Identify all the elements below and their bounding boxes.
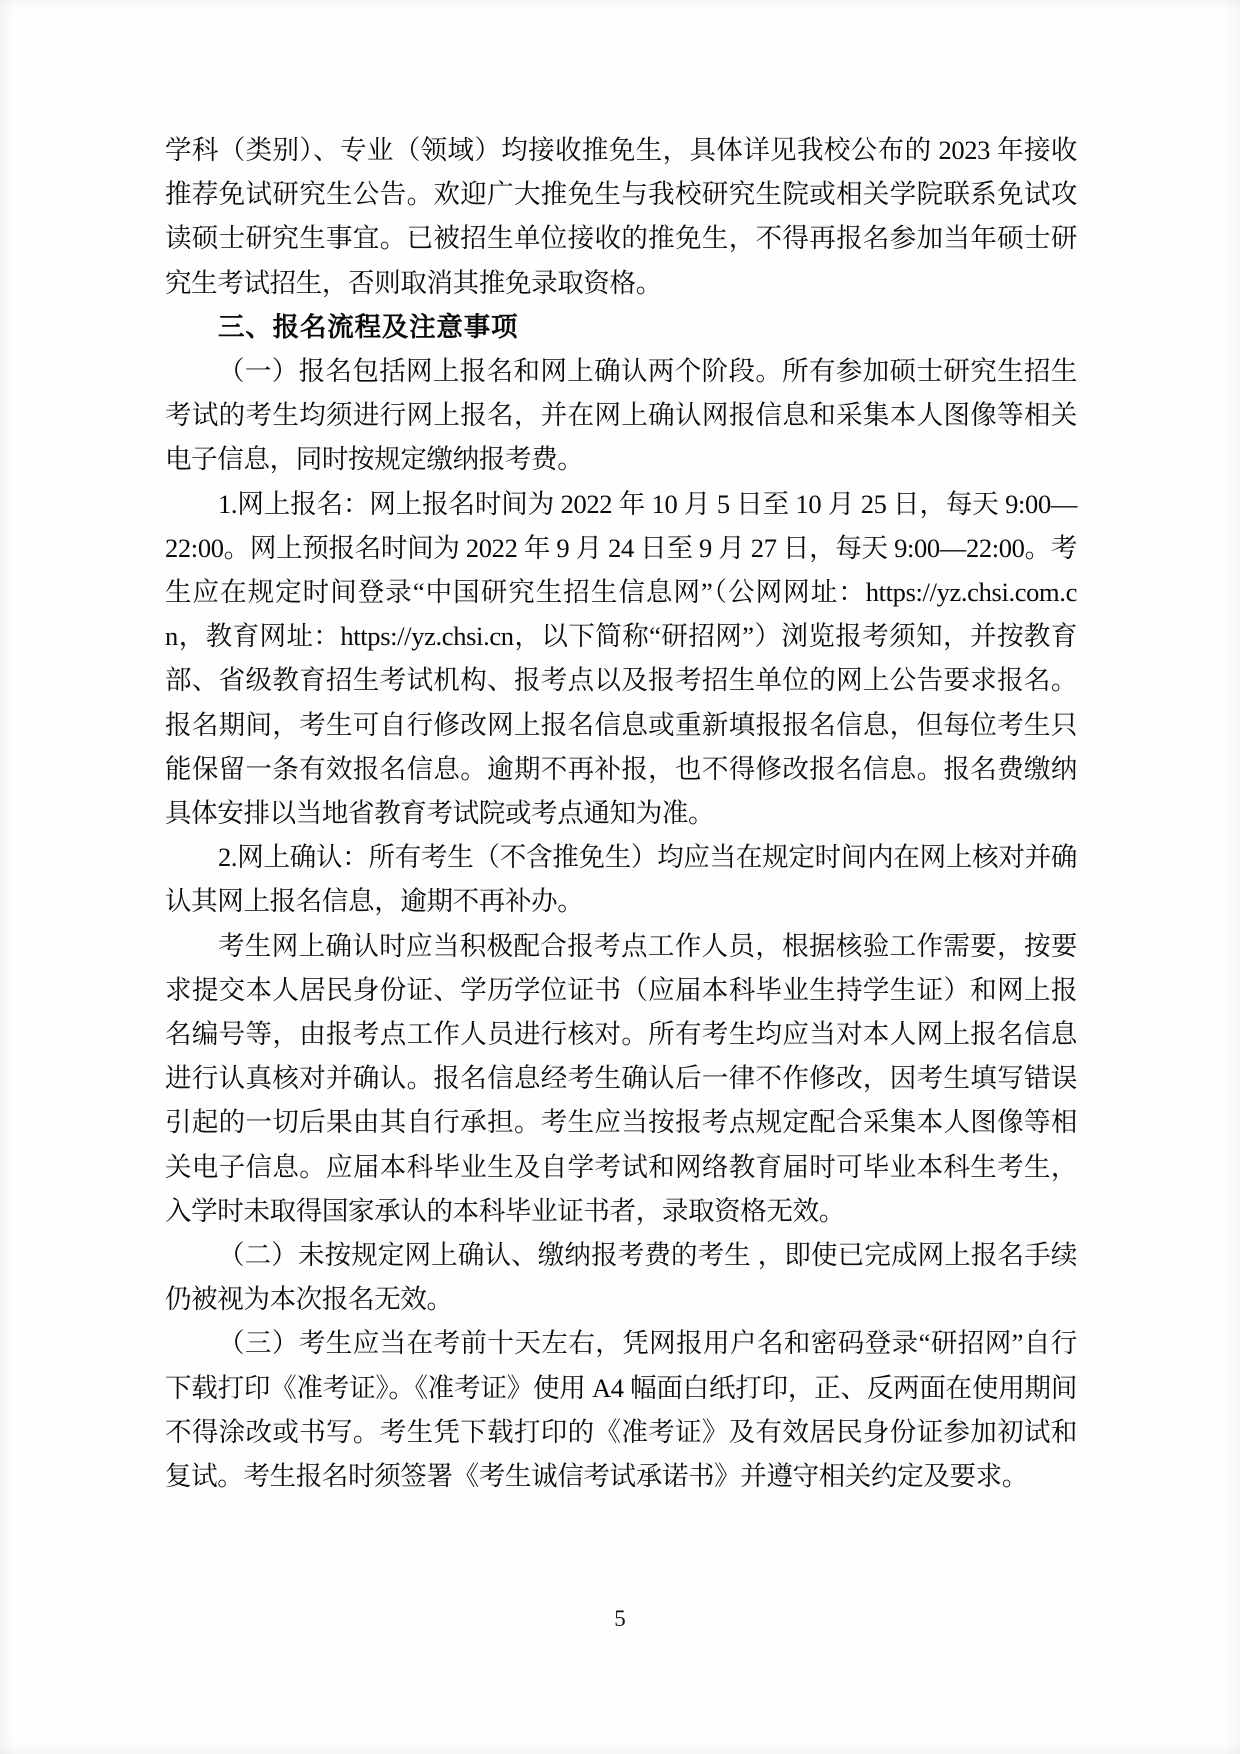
document-text-column <box>165 128 1077 1498</box>
section-heading-three: 三、报名流程及注意事项 <box>218 311 519 342</box>
scan-edge-bottom <box>0 1742 1240 1754</box>
scan-edge-top <box>0 0 1240 10</box>
paragraph-item-er: （二）未按规定网上确认、缴纳报考费的考生 ，即使已完成网上报名手续仍被视为本次报名无效。 <box>165 1240 1077 1315</box>
paragraph-online-registration: 1.网上报名：网上报名时间为 2022 年 10 月 5 日至 10 月 25 日，每天 9:00—22:00。网上预报名时间为 2022 年 9 月 24 日至 9 月 27 日，每天 9:00—22:00。考生应在规定时间登录“中国研究生招生信息网”（公网网址：https://yz.chsi.com.cn，教育网址：https://yz.chsi.cn，以下简称“研招网”）浏览报考须知，并按教育部、省级教育招生考试机构、报考点以及报考招生单位的网上公告要求报名。报名期间，考生可自行修改网上报名信息或重新填报报名信息，但每位考生只能保留一条有效报名信息。逾期不再补报，也不得修改报名信息。报名费缴纳具体安排以当地省教育考试院或考点通知为准。 <box>165 488 1077 829</box>
paragraph-online-confirmation: 2.网上确认：所有考生（不含推免生）均应当在规定时间内在网上核对并确认其网上报名信息，逾期不再补办。 <box>165 842 1077 917</box>
scan-edge-right <box>1224 0 1240 1754</box>
paragraph-confirmation-details: 考生网上确认时应当积极配合报考点工作人员，根据核验工作需要，按要求提交本人居民身份证、学历学位证书（应届本科毕业生持学生证）和网上报名编号等，由报考点工作人员进行核对。所有考生均应当对本人网上报名信息进行认真核对并确认。报名信息经考生确认后一律不作修改，因考生填写错误引起的一切后果由其自行承担。考生应当按报考点规定配合采集本人图像等相关电子信息。应届本科毕业生及自学考试和网络教育届时可毕业本科生考生，入学时未取得国家承认的本科毕业证书者，录取资格无效。 <box>165 930 1077 1226</box>
paragraph-tuimian-continued: 学科（类别）、专业（领域）均接收推免生，具体详见我校公布的 2023 年接收推荐免试研究生公告。欢迎广大推免生与我校研究生院或相关学院联系免试攻读硕士研究生事宜。已被招生单位接收的推免生，不得再报名参加当年硕士研究生考试招生，否则取消其推免录取资格。 <box>165 135 1077 298</box>
scan-edge-left <box>0 0 14 1754</box>
paragraph-item-yi: （一）报名包括网上报名和网上确认两个阶段。所有参加硕士研究生招生考试的考生均须进行网上报名，并在网上确认网报信息和采集本人图像等相关电子信息，同时按规定缴纳报考费。 <box>165 356 1077 475</box>
page-number: 5 <box>614 1606 626 1631</box>
paragraph-item-san: （三）考生应当在考前十天左右，凭网报用户名和密码登录“研招网”自行下载打印《准考证》。《准考证》使用 A4 幅面白纸打印，正、反两面在使用期间不得涂改或书写。考生凭下载打印的《准考证》及有效居民身份证参加初试和复试。考生报名时须签署《考生诚信考试承诺书》并遵守相关约定及要求。 <box>165 1328 1077 1492</box>
